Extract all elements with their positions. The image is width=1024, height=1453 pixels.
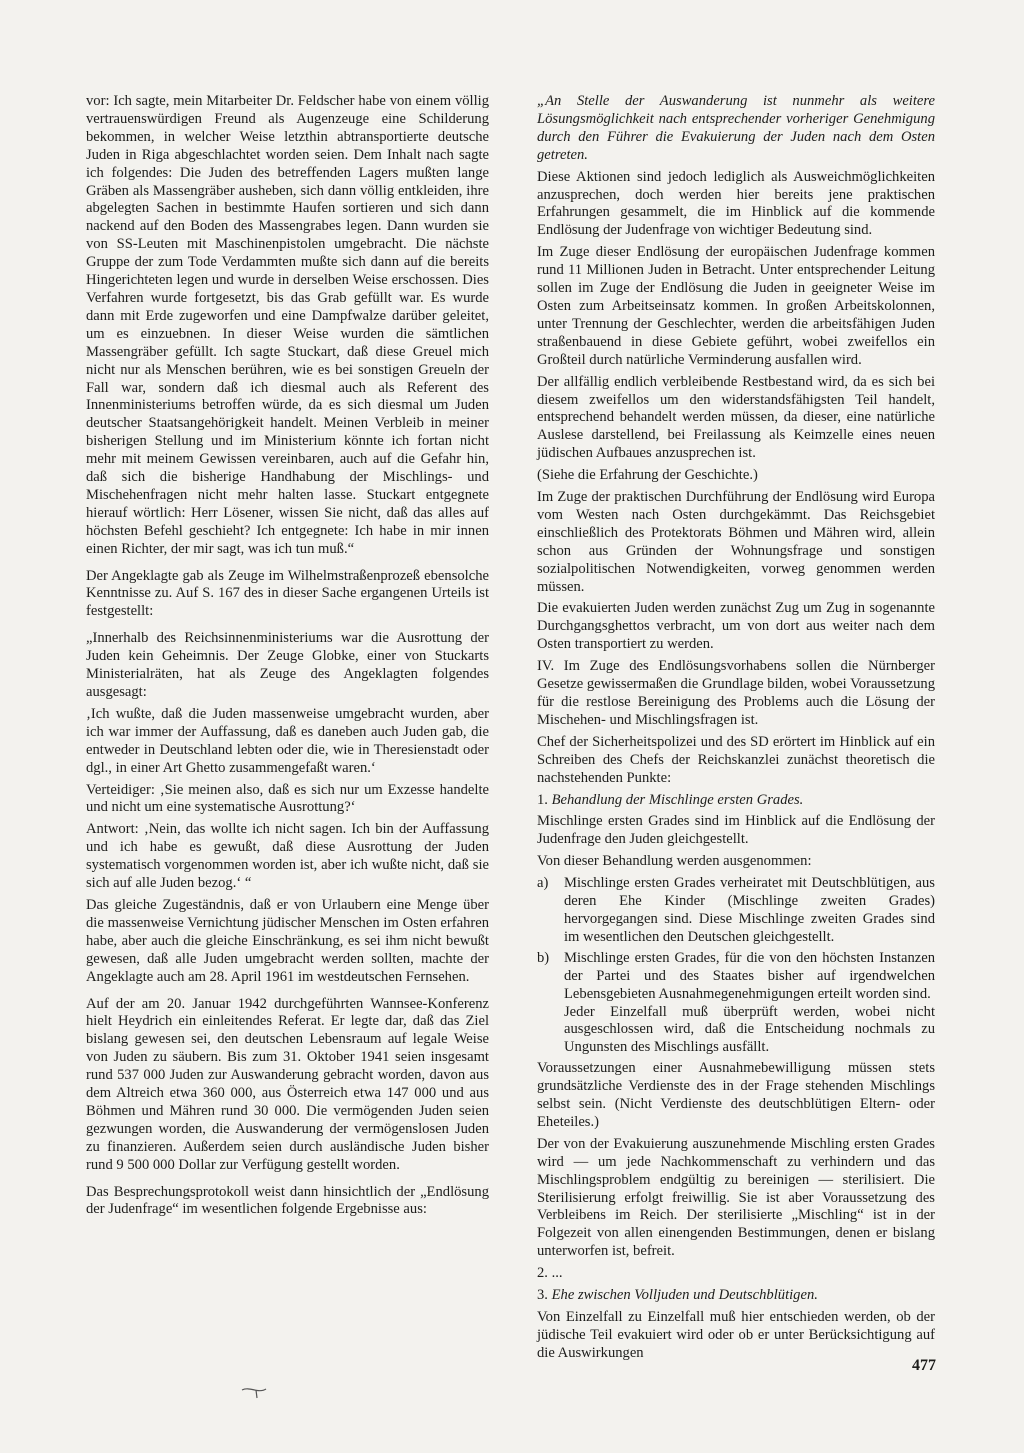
numbered-heading — [537, 1287, 935, 1305]
heading-text: Ehe zwischen Volljuden und Deutschblütigen. — [551, 1287, 818, 1304]
paragraph: Chef der Sicherheitspolizei und des SD erörtert im Hinblick auf ein Schreiben des Chefs der Reichskanzlei zunächst theoretisch die nachstehenden Punkte: — [537, 733, 935, 786]
right-column — [537, 93, 935, 1367]
paragraph: Auf der am 20. Januar 1942 durchgeführten Wannsee-Konferenz hielt Heydrich ein einleitendes Referat. Er legte dar, daß das Ziel bislang gewesen sei, den deutschen Lebensraum auf legale Weise von Juden zu säubern. Bis zum 31. Oktober 1941 seien insgesamt rund 537 000 Juden zur Auswanderung gebracht worden, davon aus dem Altreich etwa 360 000, aus Österreich etwa 147 000 und aus Böhmen und Mähren rund 30 000. Die vermögenden Juden seien gezwungen worden, die Auswanderung der vermögenslosen Juden zu finanzieren. Außerdem seien durch ausländische Juden bisher rund 9 500 000 Dollar zur Verfügung gestellt worden. — [86, 995, 489, 1173]
heading-number: 1. — [537, 791, 548, 808]
paragraph: Die evakuierten Juden werden zunächst Zug um Zug in sogenannte Durchgangsghettos verbracht, um von dort aus weiter nach dem Osten transportiert zu werden. — [537, 600, 935, 653]
paragraph: (Siehe die Erfahrung der Geschichte.) — [537, 467, 758, 484]
paragraph: Der von der Evakuierung auszunehmende Mischling ersten Grades wird — um jede Nachkommenschaft zu verhindern und das Mischlingsproblem endgültig zu bereinigen — sterilisiert. Die Sterilisierung erfolgt freiwillig. Sie ist aber Voraussetzung des Verbleibens im Reich. Der sterilisierte „Mischling“ ist in der Folgezeit von allen einengenden Bestimmungen, denen er bislang unterworfen ist, befreit. — [537, 1135, 935, 1260]
paragraph: Im Zuge der praktischen Durchführung der Endlösung wird Europa vom Westen nach Osten durchgekämmt. Das Reichsgebiet einschließlich des Protektorats Böhmen und Mähren wird, allein schon aus Gründen der Wohnungsfrage und sonstigen sozialpolitischen Notwendigkeiten, vorweg genommen werden müssen. — [537, 489, 935, 595]
quote-paragraph: Verteidiger: ‚Sie meinen also, daß es sich nur um Exzesse handelte und nicht um eine systematische Ausrottung?‘ — [86, 781, 489, 816]
paragraph: Im Zuge dieser Endlösung der europäischen Judenfrage kommen rund 11 Millionen Juden in Betracht. Unter entsprechender Leitung sollen im Zuge der Endlösung die Juden in geeigneter Weise im Osten zum Arbeitseinsatz kommen. In großen Arbeitskolonnen, unter Trennung der Geschlechter, werden die arbeitsfähigen Juden straßenbauend in diese Gebiete geführt, wobei zweifellos ein Großteil durch natürliche Verminderung ausfallen wird. — [537, 244, 935, 368]
paragraph: Voraussetzungen einer Ausnahmebewilligung müssen stets grundsätzliche Verdienste des in der Frage stehenden Mischlings selbst sein. (Nicht Verdienste des deutschblütigen Eltern- oder Eheteiles.) — [537, 1060, 935, 1130]
numbered-heading — [537, 792, 935, 810]
quote-paragraph: „Innerhalb des Reichsinnenministeriums war die Ausrottung der Juden kein Geheimnis. Der Zeuge Globke, einer von Stuckarts Ministerialräten, hat als Zeuge des Angeklagten folgendes ausgesagt: — [86, 630, 489, 700]
paragraph: IV. Im Zuge des Endlösungsvorhabens sollen die Nürnberger Gesetze gewissermaßen die Grundlage bilden, wobei Voraussetzung für die restlose Bereinigung des Problems auch die Lösung der Mischehen- und Mischlingsfragen ist. — [537, 658, 935, 728]
list-text: Mischlinge ersten Grades, für die von den höchsten Instanzen der Partei und des Staates bisher auf irgendwelchen Lebensgebieten Ausnahmegenehmigungen erteilt worden sind. — [564, 949, 935, 1002]
list-text: Mischlinge ersten Grades verheiratet mit Deutschblütigen, aus deren Ehe Kinder (Mischlinge zweiten Grades) hervorgegangen sind. Diese Mischlinge zweiten Grades sind im wesentlichen den Deutschen gleichgestellt. — [564, 875, 935, 945]
paragraph: vor: Ich sagte, mein Mitarbeiter Dr. Feldscher habe von einem völlig vertrauenswürdigen Freund als Augenzeuge eine Schilderung bekommen, in welcher Weise letzthin abtransportierte deutsche Juden in Riga abgeschlachtet worden seien. Dem Inhalt nach sagte ich folgendes: Die Juden des betreffenden Lagers mußten lange Gräben als Massengräber ausheben, sich dann völlig entkleiden, ihre abgelegten Sachen in bestimmte Haufen sortieren und sich dann nackend auf den Boden des Massengrabes legen. Dann wurden sie von SS-Leuten mit Maschinenpistolen umgebracht. Die nächste Gruppe der zum Tode Verdammten mußte sich dann auf die bereits Hingerichteten legen und wurde in derselben Weise erschossen. Dies Verfahren wurde fortgesetzt, bis das Grab gefüllt war. Es wurde dann mit Erde zugeworfen und eine Dampfwalze darüber geleitet, um es einzuebnen. In dieser Weise wurden die sämtlichen Massengräber gefüllt. Ich sagte Stuckart, daß diese Greuel mich nicht nur als Menschen berühren, wie es bei sonstigen Greueln der Fall war, sondern daß ich diesmal auch als Referent des Innenministeriums betroffen würde, da es sich diesmal um Juden deutscher Staatsangehörigkeit handelt. Meinen Verbleib in meiner bisherigen Stellung und im Ministerium könnte ich fortan nicht mehr mit meinem Gewissen vereinbaren, auch auf die Gefahr hin, daß sich die bisherige Handhabung der Mischlings- und Mischehenfragen nicht mehr halten lasse. Stuckart entgegnete hierauf wörtlich: Herr Lösener, wissen Sie nicht, daß das alles auf höchsten Befehl geschieht? Ich entgegnete: Ich habe in mir innen einen Richter, der mir sagt, was ich tun muß.“ — [86, 93, 489, 557]
pencil-mark — [240, 1382, 280, 1400]
list-marker: b) — [537, 949, 550, 966]
list-item — [537, 875, 935, 947]
paragraph: Der allfällig endlich verbleibende Restbestand wird, da es sich bei diesem zweifellos um den widerstandsfähigsten Teil handelt, entsprechend behandelt werden müssen, da dieser, eine natürliche Auslese darstellend, bei Freilassung als Keimzelle eines neuen jüdischen Aufbaues anzusprechen ist. — [537, 373, 935, 462]
quote-paragraph: ‚Ich wußte, daß die Juden massenweise umgebracht wurden, aber ich war immer der Auffassung, daß es daneben auch Juden gab, die entweder in Deutschland lebten oder die, wie in Theresienstadt oder dgl., in einer Art Ghetto zusammengefaßt waren.‘ — [86, 705, 489, 776]
list-marker: a) — [537, 875, 549, 892]
left-column — [86, 93, 489, 1223]
heading-number: 3. — [537, 1287, 548, 1304]
page-number: 477 — [912, 1357, 936, 1374]
list-text-continued: Jeder Einzelfall muß überprüft werden, wobei nicht ausgeschlossen wird, daß die Entscheidung nochmals zu Ungunsten des Mischlings ausfällt. — [564, 1003, 935, 1056]
paragraph: Mischlinge ersten Grades sind im Hinblick auf die Endlösung der Judenfrage den Juden gleichgestellt. — [537, 813, 935, 848]
italic-quote: „An Stelle der Auswanderung ist nunmehr als weitere Lösungsmöglichkeit nach entsprechender vorheriger Genehmigung durch den Führer die Evakuierung der Juden nach dem Osten getreten. — [537, 93, 935, 163]
list-item — [537, 950, 935, 1057]
paragraph: Das gleiche Zugeständnis, daß er von Urlaubern eine Menge über die massenweise Vernichtung jüdischer Menschen im Osten erfahren habe, aber auch die gleiche Einschränkung, es sei ihm nicht bewußt gewesen, daß alle Juden umgebracht werden sollten, machte der Angeklagte auch am 28. April 1961 im westdeutschen Fernsehen. — [86, 896, 489, 985]
paragraph: Das Besprechungsprotokoll weist dann hinsichtlich der „Endlösung der Judenfrage“ im wesentlichen folgende Ergebnisse aus: — [86, 1183, 489, 1218]
paragraph: Von dieser Behandlung werden ausgenommen: — [537, 853, 812, 870]
numbered-heading: 2. ... — [537, 1265, 563, 1282]
paragraph: Der Angeklagte gab als Zeuge im Wilhelmstraßenprozeß ebensolche Kenntnisse zu. Auf S. 167 des in dieser Sache ergangenen Urteils ist festgestellt: — [86, 567, 489, 620]
quote-paragraph: Antwort: ‚Nein, das wollte ich nicht sagen. Ich bin der Auffassung und ich habe es gewußt, daß diese Ausrottung der Juden systematisch vorgenommen worden ist, aber ich wußte nicht, daß sie sich auf alle Juden bezog.‘ “ — [86, 821, 489, 892]
heading-text: Behandlung der Mischlinge ersten Grades. — [551, 791, 804, 808]
paragraph: Diese Aktionen sind jedoch lediglich als Ausweichmöglichkeiten anzusprechen, doch werden hier bereits jene praktischen Erfahrungen gesammelt, die im Hinblick auf die kommende Endlösung der Judenfrage von wichtiger Bedeutung sind. — [537, 168, 935, 239]
paragraph: Von Einzelfall zu Einzelfall muß hier entschieden werden, ob der jüdische Teil evakuiert wird oder ob er unter Berücksichtigung auf die Auswirkungen — [537, 1309, 935, 1361]
